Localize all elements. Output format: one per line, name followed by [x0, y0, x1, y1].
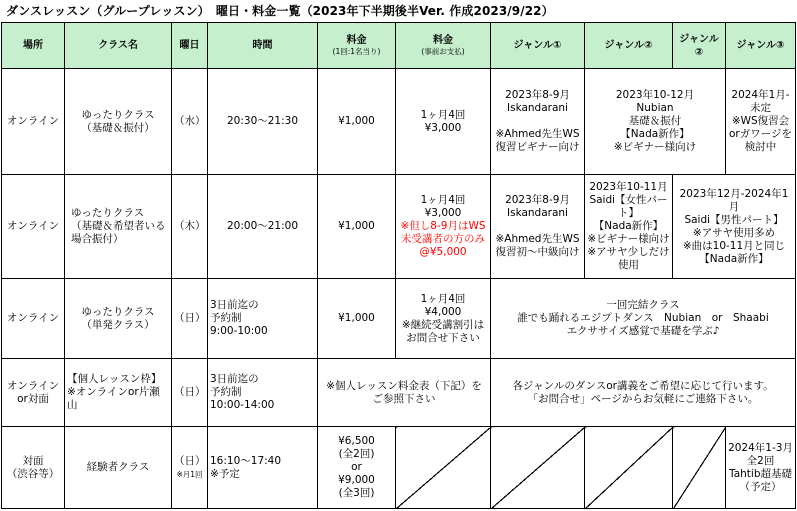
- cell-place: オンライン: [2, 175, 65, 279]
- cell-class: ゆったりクラス （基礎＆希望者いる場合振付）: [65, 175, 172, 279]
- cell-fee: ¥1,000: [318, 279, 396, 359]
- cell-time: 16:10～17:40 ※予定: [208, 427, 318, 509]
- cell-empty-slash: [673, 427, 726, 509]
- cell-genre3: 2024年1月-未定 ※WS復習会orガワージを検討中: [726, 69, 796, 175]
- cell-prepaid: 1ヶ月4回 ¥3,000: [396, 69, 491, 175]
- prepaid-note: ※但し8-9月はWS未受講者の方のみ@¥5,000: [400, 220, 486, 258]
- header-prepaid: [396, 23, 491, 69]
- cell-time: 20:00～21:00: [208, 175, 318, 279]
- header-prepaid-sub: (事前お支払): [421, 47, 465, 56]
- header-genre3: ジャンル③: [726, 23, 796, 69]
- cell-place: オンライン: [2, 69, 65, 175]
- cell-class: 【個人レッスン枠】 ※オンラインor片瀬山: [65, 359, 172, 427]
- table-row: [2, 69, 796, 175]
- header-fee: [318, 23, 396, 69]
- cell-empty-slash: [491, 427, 585, 509]
- cell-empty-slash: [585, 427, 673, 509]
- prepaid-text: 1ヶ月4回 ¥3,000: [420, 194, 466, 219]
- header-prepaid-label: 料金: [433, 35, 453, 46]
- header-genre1: ジャンル①: [491, 23, 585, 69]
- cell-place: オンライン: [2, 279, 65, 359]
- table-row: [2, 359, 796, 427]
- header-day: 曜日: [172, 23, 208, 69]
- cell-class: 経験者クラス: [65, 427, 172, 509]
- header-genre2: ジャンル②: [585, 23, 673, 69]
- cell-day: （水）: [172, 69, 208, 175]
- cell-genre1: 2023年8-9月 Iskandarani ※Ahmed先生WS復習初～中級向け: [491, 175, 585, 279]
- table-row: [2, 175, 796, 279]
- day-note: ※月1回: [176, 469, 203, 479]
- schedule-table: [1, 22, 796, 509]
- table-header-row: [2, 23, 796, 69]
- header-time: 時間: [208, 23, 318, 69]
- cell-genre3: 2024年1-3月 全2回 Tahtib超基礎（予定）: [726, 427, 796, 509]
- cell-genre2: 2023年10-11月 Saidi【女性パート】 【Nada新作】 ※ビギナー様向け ※アサヤ少しだけ使用: [585, 175, 673, 279]
- day-text: （日）: [174, 454, 206, 467]
- cell-time: 3日前迄の 予約制 9:00-10:00: [208, 279, 318, 359]
- table-row: [2, 279, 796, 359]
- cell-fee: ¥1,000: [318, 175, 396, 279]
- cell-fee: ¥1,000: [318, 69, 396, 175]
- cell-place: オンライン or対面: [2, 359, 65, 427]
- cell-genre-info: 各ジャンルのダンスor講義をご希望に応じて行います。 「お問合せ」ページからお気軽にご連絡下さい。: [491, 359, 796, 427]
- cell-prepaid: 1ヶ月4回 ¥4,000 ※継続受講割引はお問合せ下さい: [396, 279, 491, 359]
- cell-genre-info: 一回完結クラス 誰でも踊れるエジプトダンス Nubian or Shaabi エクササイズ感覚で基礎を学ぶ♪: [491, 279, 796, 359]
- cell-genre2: 2023年10-12月 Nubian 基礎＆振付 【Nada新作】 ※ビギナー様向け: [585, 69, 726, 175]
- header-fee-label: 料金: [346, 35, 367, 46]
- cell-day: [172, 427, 208, 509]
- header-class: クラス名: [65, 23, 172, 69]
- cell-genre1: 2023年8-9月 Iskandarani ※Ahmed先生WS復習ビギナー向け: [491, 69, 585, 175]
- cell-day: （日）: [172, 359, 208, 427]
- cell-prepaid: [396, 175, 491, 279]
- cell-place: 対面 （渋谷等）: [2, 427, 65, 509]
- cell-day: （日）: [172, 279, 208, 359]
- cell-genre3: 2023年12月-2024年1月 Saidi【男性パート】 ※アサヤ使用多め ※曲は10-11月と同じ 【Nada新作】: [673, 175, 796, 279]
- cell-time: 20:30～21:30: [208, 69, 318, 175]
- header-place: 場所: [2, 23, 65, 69]
- cell-fee-info: ※個人レッスン料金表（下記）を ご参照下さい: [318, 359, 491, 427]
- cell-time: 3日前迄の 予約制 10:00-14:00: [208, 359, 318, 427]
- cell-day: （木）: [172, 175, 208, 279]
- cell-empty-slash: [396, 427, 491, 509]
- cell-class: ゆったりクラス （基礎＆振付）: [65, 69, 172, 175]
- page-title: ダンスレッスン（グループレッスン） 曜日・料金一覧（2023年下半期後半Ver. 作成2023/9/22）: [6, 4, 554, 18]
- cell-fee: ¥6,500 (全2回) or ¥9,000 (全3回): [318, 427, 396, 509]
- cell-class: ゆったりクラス （単発クラス）: [65, 279, 172, 359]
- header-genre2b: ジャンル②: [673, 23, 726, 69]
- table-row: [2, 427, 796, 509]
- header-fee-sub: (1回:1名当り): [332, 47, 381, 56]
